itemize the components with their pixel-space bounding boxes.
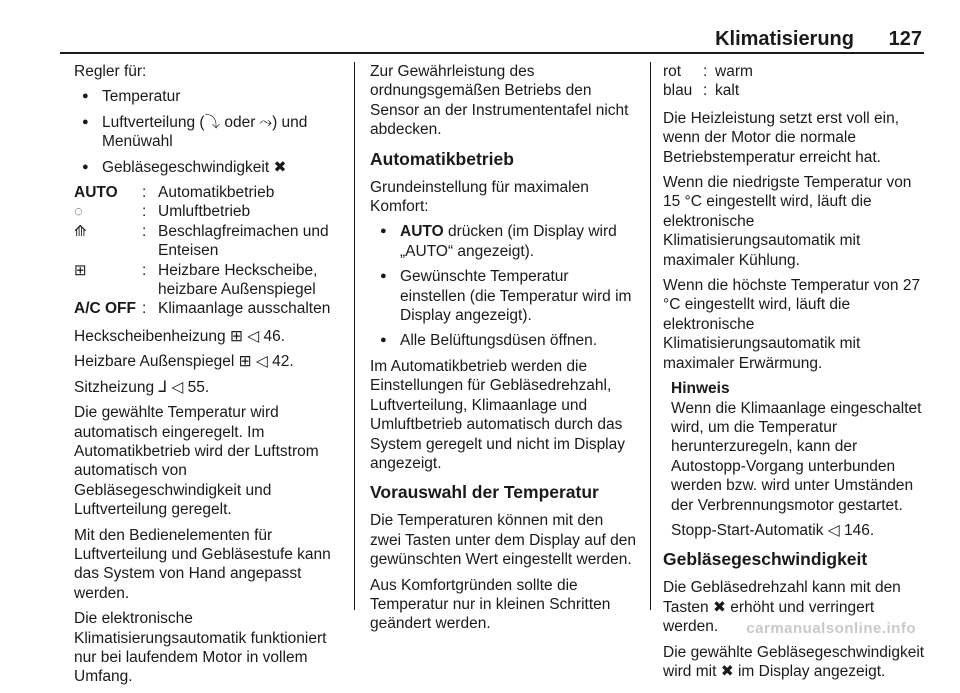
def-val-cold: kalt [715,82,740,100]
watermark: carmanualsonline.info [746,619,916,637]
paragraph-heating-power: Die Heizleistung setzt erst voll ein, wenn der Motor die normale Betriebstemperatur erreicht hat. [663,109,900,166]
page-number: 127 [888,28,922,50]
recirculation-icon: ◌ [74,203,83,221]
bullet-press-auto-text: drücken (im Display wird „AUTO“ angezeigt). [400,223,617,260]
paragraph-engine-running: Die elektronische Klimatisierungsautomatik funktioniert nur bei laufendem Motor in vollem Umfang. [74,610,327,686]
column-divider-1 [354,62,355,610]
def-key-blue: blau [663,82,693,100]
column-2 [370,62,638,640]
defrost-icon: ⟰ [74,222,87,240]
rear-window-heating-icon: ⊞ [74,261,87,279]
paragraph-manual-adjust: Mit den Bedienelementen für Luftverteilung und Gebläsestufe kann das System von Hand angepasst werden. [74,526,331,602]
page-header [0,22,960,52]
column-divider-2 [650,62,651,610]
def-key-auto: AUTO [74,184,118,202]
hint-title: Hinweis [671,380,730,398]
paragraph-lowest-temp: Wenn die niedrigste Temperatur von 15 °C eingestellt wird, läuft die elektronische Klimatisierungsautomatik mit maximaler Kühlung. [663,174,912,269]
hint-reference: Stopp-Start-Automatik ◁ 146. [671,521,875,539]
paragraph-auto-regulation: Die gewählte Temperatur wird automatisch eingeregelt. Im Automatikbetrieb wird der Luftstrom automatisch von Gebläsegeschwindigkeit und Luftverteilung geregelt. [74,404,319,519]
hint-box [663,379,925,540]
def-val-defrost: Beschlagfreimachen und Enteisen [158,222,329,260]
bullet-air-distribution: ● Luftverteilung (⤵ oder ⤳) und Menüwahl [74,113,344,152]
ref-rear-window: Heckscheibenheizung ⊞ ◁ 46. [74,327,286,345]
paragraph-fan-display: Die gewählte Gebläsegeschwindigkeit wird mit ✖ im Display angezeigt. [663,643,925,680]
def-val-recirculation: Umluftbetrieb [158,203,251,221]
paragraph-basic-setting: Grundeinstellung für maximalen Komfort: [370,178,589,216]
bullet-open-vents: ● Alle Belüftungsdüsen öffnen. [370,331,638,350]
paragraph-auto-settings: Im Automatikbetrieb werden die Einstellungen für Gebläsedrehzahl, Luftverteilung, Klimaanlage und Umluftbetrieb automatisch durch das System geregelt und nicht im Display angezeigt. [370,357,626,472]
header-rule [60,52,924,54]
control-definitions: AUTO : Automatikbetrieb ◌ : Umluftbetrieb ⟰ : Beschlagfreimachen und Enteisen ⊞ : Heizbare Heckscheibe, heizbare Außenspiegel A/C OFF : Klimaanlage ausschalten [74,183,344,319]
def-key-ac-off: A/C OFF [74,300,136,318]
color-definitions: rot : warm blau : kalt [663,62,925,101]
heading-fan-speed: Gebläsegeschwindigkeit [663,549,868,570]
column-1 [74,62,344,693]
paragraph-two-buttons: Die Temperaturen können mit den zwei Tasten unter dem Display auf den gewünschten Wert eingestellt werden. [370,512,636,569]
bullet-fan-speed: ● Gebläsegeschwindigkeit ✖ [74,158,344,177]
auto-key-label: AUTO [400,223,444,241]
paragraph-sensor: Zur Gewährleistung des ordnungsgemäßen Betriebs den Sensor an der Instrumententafel nicht abdecken. [370,63,629,139]
page-title: Klimatisierung [715,28,854,50]
column-3 [663,62,925,687]
ref-seat-heating: Sitzheizung ⅃ ◁ 55. [74,378,210,396]
bullet-press-auto [370,222,638,261]
paragraph-fan-buttons: Die Gebläsedrehzahl kann mit den Tasten ✖ erhöht und verringert werden. [663,579,901,636]
bullet-set-temperature: ● Gewünschte Temperatur einstellen (die Temperatur wird im Display angezeigt). [370,267,638,325]
def-val-auto: Automatikbetrieb [158,184,275,202]
def-val-rear-heating: Heizbare Heckscheibe, heizbare Außenspiegel [158,261,318,299]
def-val-ac-off: Klimaanlage ausschalten [158,300,331,318]
intro-text: Regler für: [74,63,147,80]
hint-text: Wenn die Klimaanlage eingeschaltet wird, um die Temperatur herunterzuregeln, kann der Autostopp-Vorgang unterbunden werden bzw. wird unter Umständen der Verbrennungsmotor gestartet. [671,399,922,514]
heading-temperature-preselection: Vorauswahl der Temperatur [370,482,599,503]
ref-mirrors: Heizbare Außenspiegel ⊞ ◁ 42. [74,353,294,371]
paragraph-small-steps: Aus Komfortgründen sollte die Temperatur nur in kleinen Schritten geändert werden. [370,576,611,633]
bullet-temperature: ● Temperatur [74,87,344,106]
heading-automatic-mode: Automatikbetrieb [370,148,514,169]
def-key-red: rot [663,63,682,80]
def-val-warm: warm [715,63,753,80]
paragraph-highest-temp: Wenn die höchste Temperatur von 27 °C eingestellt wird, läuft die elektronische Klimatisierungsautomatik mit maximaler Erwärmung. [663,277,921,372]
